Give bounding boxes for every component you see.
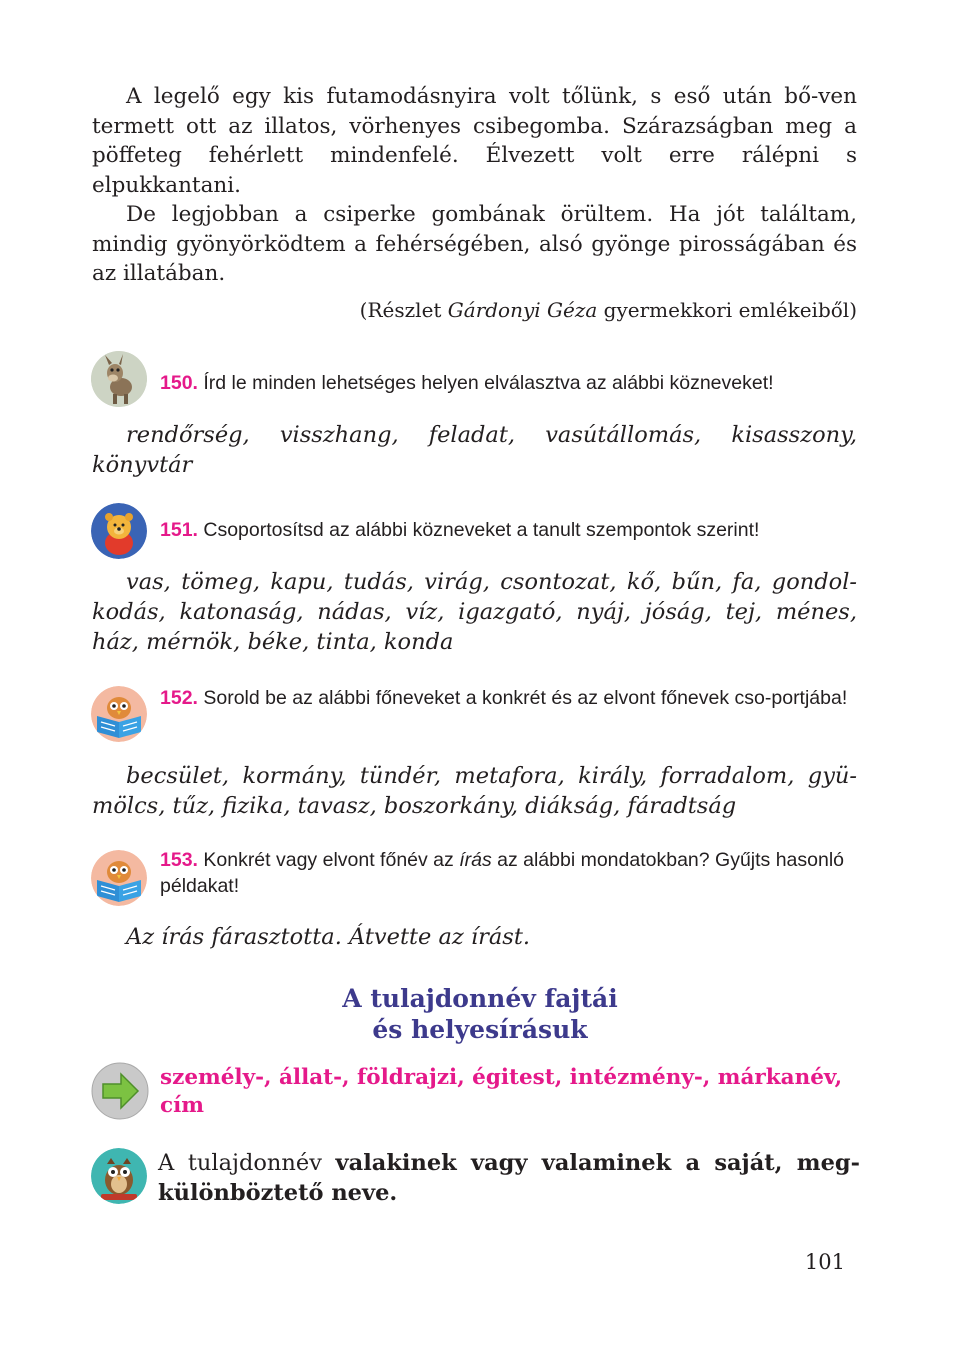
owl-teacher-icon [91, 1148, 147, 1204]
tulajdonnev-types-keywords: személy-, állat-, földrajzi, égitest, intézmény-, márkanév, cím [160, 1065, 843, 1118]
task-text: Csoportosítsd az alábbi közneveket a tanult szempontok szerint! [197, 519, 760, 541]
task-153-instruction [160, 847, 860, 899]
task-151-instruction [160, 517, 860, 543]
intro-paragraph-1: A legelő egy kis futamodásnyira volt tőlünk, s eső után bő-ven termett ott az illatos, vörhenyes csibegomba. Szárazságban meg a pöffeteg fehérlett mindenfelé. Élvezett volt erre rálépni s elpukkantani. [92, 84, 857, 198]
task-150-words: rendőrség, visszhang, feladat, vasútállomás, kisasszony, könyvtár [92, 422, 857, 478]
task-152-words: becsület, kormány, tündér, metafora, király, forradalom, gyü-mölcs, tűz, fizika, tavasz, boszorkány, diákság, fáradtság [92, 763, 857, 819]
task-150-instruction [160, 370, 860, 396]
task-text: Sorold be az alábbi főneveket a konkrét és az elvont főnevek cso-portjába! [197, 687, 848, 709]
source-prefix: (Részlet [359, 298, 448, 322]
task-text-italic: írás [459, 849, 492, 871]
heading-line-2: és helyesírásuk [372, 1015, 588, 1044]
source-citation [360, 296, 857, 324]
donkey-icon [91, 351, 147, 407]
task-153-sentences: Az írás fárasztotta. Átvette az írást. [126, 924, 531, 950]
source-suffix: gyermekkori emlékeiből) [597, 298, 857, 322]
owl-book-icon [91, 850, 147, 906]
definition-bold: valakinek vagy valaminek a saját, meg-különböztető neve. [158, 1150, 860, 1206]
source-author: Gárdonyi Géza [447, 298, 598, 322]
task-152-instruction [160, 685, 860, 711]
task-text-end: az alábbi mondatokban? Gyűjts hasonló példakat! [160, 849, 845, 897]
task-number: 151. [160, 519, 198, 541]
heading-line-1: A tulajdonnév fajtái [342, 984, 618, 1013]
task-151-words: vas, tömeg, kapu, tudás, virág, csontozat, kő, bűn, fa, gondol-kodás, katonaság, nádas, víz, igazgató, nyáj, jóság, tej, ménes, ház, mérnök, béke, tinta, konda [92, 569, 857, 655]
section-heading [200, 983, 760, 1045]
definition-prefix: A tulajdonnév [158, 1150, 336, 1176]
owl-book-icon [91, 686, 147, 742]
arrow-right-icon [91, 1062, 149, 1120]
task-text: Konkrét vagy elvont főnév az [197, 849, 460, 871]
task-number: 152. [160, 687, 198, 709]
intro-text [92, 82, 857, 289]
intro-paragraph-2: De legjobban a csiperke gombának örültem. Ha jót találtam, mindig gyönyörködtem a fehérségében, alsó gyönge pirosságában és az illatában. [92, 202, 857, 286]
task-number: 153. [160, 849, 198, 871]
task-text: Írd le minden lehetséges helyen elválasztva az alábbi közneveket! [197, 372, 774, 394]
page-number: 101 [804, 1250, 845, 1274]
task-number: 150. [160, 372, 198, 394]
bear-icon [91, 503, 147, 559]
tulajdonnev-definition [158, 1148, 860, 1208]
